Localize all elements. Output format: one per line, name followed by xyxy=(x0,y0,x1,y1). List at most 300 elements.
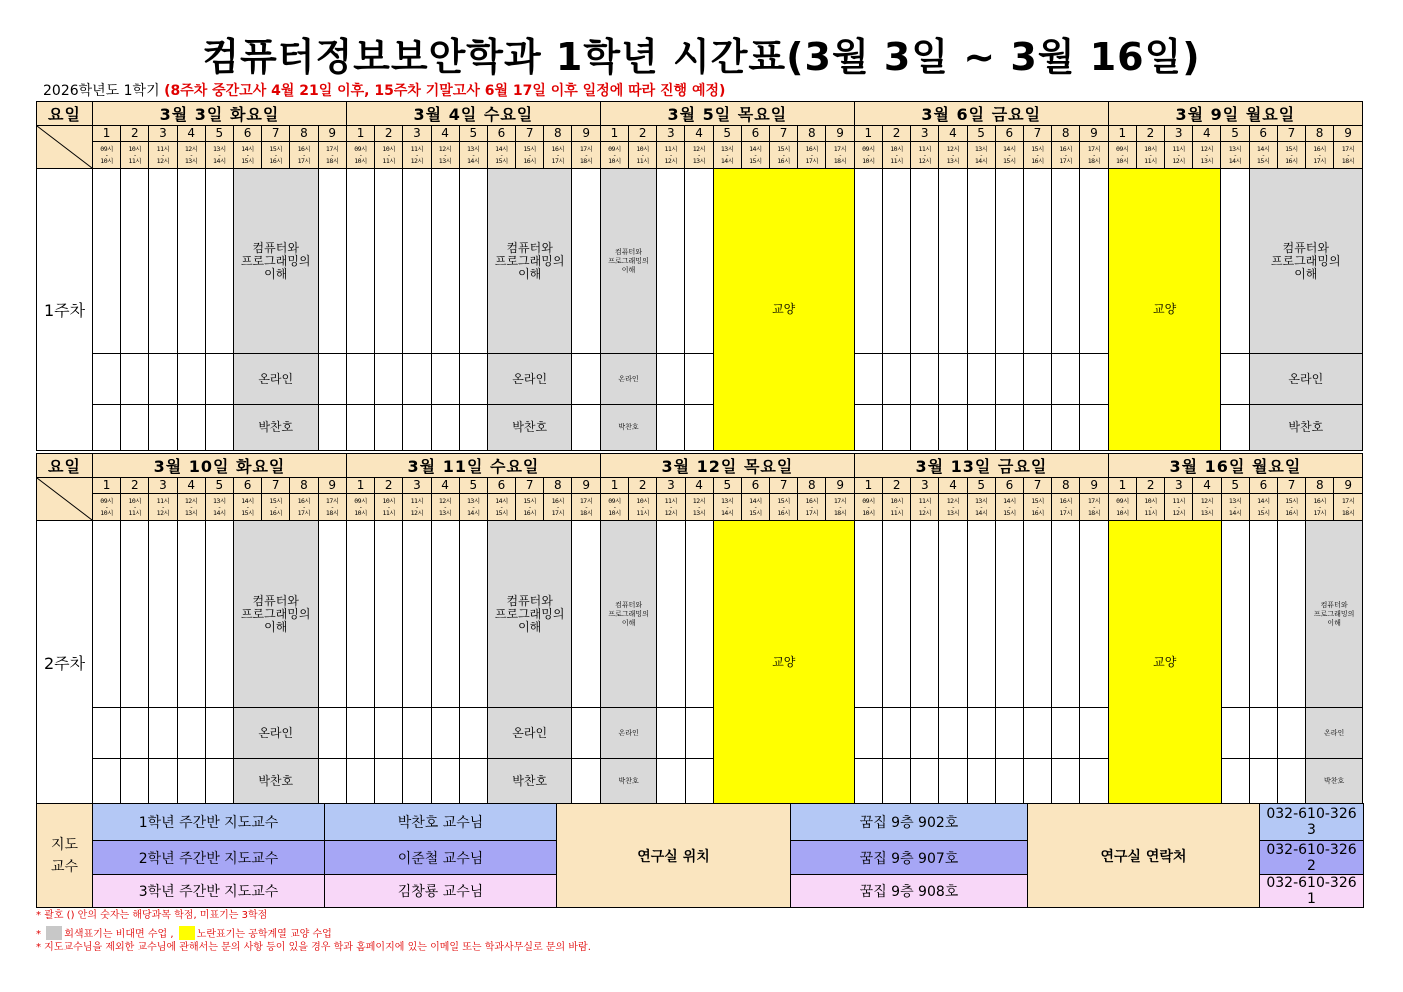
day-header: 3월 9일 월요일 xyxy=(1108,102,1362,126)
yellow-swatch-icon xyxy=(179,926,195,940)
empty-slot xyxy=(403,759,431,804)
advisor-grade-2: 2학년 주간반 지도교수 xyxy=(93,841,325,875)
empty-slot xyxy=(177,354,205,405)
time-dash: - xyxy=(923,503,927,511)
empty-slot xyxy=(121,708,149,759)
professor-cell: 박찬호 xyxy=(1306,759,1363,804)
period-number: 8 xyxy=(290,126,318,142)
time-dash: - xyxy=(1007,503,1012,511)
empty-slot xyxy=(346,405,374,451)
advisor-phone-1: 032-610-3263 xyxy=(1260,804,1364,841)
period-time xyxy=(1080,494,1108,521)
class-mode-cell: 온라인 xyxy=(487,708,572,759)
empty-slot xyxy=(967,708,995,759)
time-dash: - xyxy=(584,503,588,511)
empty-slot xyxy=(1023,405,1051,451)
yoil-label: 요일 xyxy=(37,454,93,478)
advisor-room-2: 꿈집 9층 907호 xyxy=(791,841,1028,875)
time-start: 11시 xyxy=(410,497,424,505)
period-time xyxy=(1334,142,1363,169)
time-start: 16시 xyxy=(551,145,565,153)
time-dash: - xyxy=(810,151,814,159)
time-end: 16시 xyxy=(523,157,536,165)
time-dash: - xyxy=(1007,151,1012,159)
period-number: 3 xyxy=(149,478,177,494)
time-end: 15시 xyxy=(495,509,508,517)
time-dash: - xyxy=(527,151,532,159)
professor-cell: 박찬호 xyxy=(1249,405,1362,451)
period-number: 6 xyxy=(233,126,261,142)
period-number: 7 xyxy=(516,478,544,494)
period-time xyxy=(572,494,600,521)
empty-slot xyxy=(967,405,995,451)
period-number: 8 xyxy=(798,478,826,494)
empty-slot xyxy=(854,708,882,759)
footnote-contact: * 지도교수님을 제외한 교수님에 관해서는 문의 사항 등이 있을 경우 학과 홈페이지에 있는 이메일 또는 학과사무실로 문의 바람. xyxy=(36,942,591,953)
period-number: 9 xyxy=(572,126,600,142)
empty-slot xyxy=(149,759,177,804)
time-start: 16시 xyxy=(1059,497,1073,505)
time-dash: - xyxy=(1092,151,1096,159)
time-dash: - xyxy=(838,151,842,159)
empty-slot xyxy=(177,169,205,354)
period-time xyxy=(262,142,290,169)
time-end: 11시 xyxy=(128,509,142,517)
time-end: 18시 xyxy=(1341,157,1355,165)
week-label: 2주차 xyxy=(37,521,93,804)
time-end: 10시 xyxy=(608,509,621,517)
empty-slot xyxy=(685,521,713,708)
timetable-week-1 xyxy=(36,101,1363,451)
time-dash: - xyxy=(1205,151,1209,159)
period-time xyxy=(516,494,544,521)
empty-slot xyxy=(883,521,911,708)
period-time xyxy=(1080,142,1108,169)
period-time xyxy=(1136,142,1164,169)
time-start: 11시 xyxy=(918,497,932,505)
empty-slot xyxy=(1249,759,1277,804)
period-number: 3 xyxy=(403,478,431,494)
period-number: 1 xyxy=(93,126,121,142)
room-contact-label: 연구실 연락처 xyxy=(1028,804,1260,908)
period-number: 2 xyxy=(629,478,657,494)
time-dash: - xyxy=(923,151,927,159)
empty-slot xyxy=(1052,354,1080,405)
empty-slot xyxy=(939,521,967,708)
liberal-class-block: 교양 xyxy=(1108,169,1221,451)
period-number: 5 xyxy=(205,126,233,142)
period-number: 3 xyxy=(657,478,685,494)
empty-slot xyxy=(431,354,459,405)
empty-slot xyxy=(685,354,713,405)
empty-slot xyxy=(93,708,121,759)
time-dash: - xyxy=(641,503,645,511)
empty-slot xyxy=(121,521,149,708)
period-number: 7 xyxy=(770,478,798,494)
time-start: 09시 xyxy=(1116,497,1129,505)
period-time xyxy=(459,494,487,521)
period-number: 6 xyxy=(233,478,261,494)
time-start: 10시 xyxy=(1144,497,1157,505)
period-time xyxy=(770,494,798,521)
time-dash: - xyxy=(499,503,504,511)
period-number: 7 xyxy=(769,126,797,142)
empty-slot xyxy=(1052,169,1080,354)
time-end: 14시 xyxy=(974,509,988,517)
period-number: 3 xyxy=(911,478,939,494)
time-end: 17시 xyxy=(1313,509,1327,517)
time-end: 18시 xyxy=(1087,509,1101,517)
empty-slot xyxy=(1249,708,1277,759)
period-number: 9 xyxy=(318,126,346,142)
time-start: 12시 xyxy=(692,145,706,153)
time-end: 13시 xyxy=(1200,509,1214,517)
time-start: 16시 xyxy=(297,497,311,505)
period-number: 8 xyxy=(1306,478,1334,494)
period-number: 1 xyxy=(93,478,121,494)
time-start: 09시 xyxy=(1115,145,1129,153)
empty-slot xyxy=(459,521,487,708)
time-dash: - xyxy=(1148,503,1153,511)
day-header: 3월 4일 수요일 xyxy=(346,102,600,126)
empty-slot xyxy=(459,405,487,451)
time-end: 11시 xyxy=(382,157,396,165)
time-start: 13시 xyxy=(720,145,734,153)
time-dash: - xyxy=(1261,503,1266,511)
empty-slot xyxy=(403,169,431,354)
period-number: 1 xyxy=(600,126,628,142)
empty-slot xyxy=(995,169,1023,354)
empty-slot xyxy=(1221,354,1249,405)
empty-slot xyxy=(882,169,910,354)
empty-slot xyxy=(572,354,600,405)
professor-cell: 박찬호 xyxy=(233,405,318,451)
empty-slot xyxy=(121,405,149,451)
empty-slot xyxy=(403,521,431,708)
time-dash: - xyxy=(979,503,983,511)
time-end: 14시 xyxy=(467,509,480,517)
empty-slot xyxy=(177,405,205,451)
time-start: 15시 xyxy=(269,497,283,505)
page-title: 컴퓨터정보보안학과 1학년 시간표(3월 3일 ~ 3월 16일) xyxy=(202,35,1201,79)
empty-slot xyxy=(205,169,233,354)
time-end: 13시 xyxy=(692,509,706,517)
time-end: 17시 xyxy=(551,157,565,165)
time-dash: - xyxy=(161,503,165,511)
class-mode-cell: 온라인 xyxy=(1249,354,1362,405)
time-start: 16시 xyxy=(551,497,565,505)
period-time xyxy=(883,494,911,521)
time-end: 15시 xyxy=(749,157,762,165)
advisor-grade-3: 3학년 주간반 지도교수 xyxy=(93,875,325,908)
empty-slot xyxy=(939,169,967,354)
empty-slot xyxy=(318,405,346,451)
time-dash: - xyxy=(302,503,306,511)
time-end: 13시 xyxy=(946,509,960,517)
period-time xyxy=(1306,494,1334,521)
time-dash: - xyxy=(443,503,447,511)
period-time xyxy=(1249,142,1277,169)
empty-slot xyxy=(431,708,459,759)
time-dash: - xyxy=(1064,503,1068,511)
empty-slot xyxy=(967,521,995,708)
empty-slot xyxy=(882,354,910,405)
time-start: 10시 xyxy=(382,497,396,505)
period-number: 4 xyxy=(939,126,967,142)
period-time xyxy=(177,494,205,521)
period-time xyxy=(1023,142,1051,169)
time-dash: - xyxy=(669,151,673,159)
time-end: 12시 xyxy=(664,157,678,165)
time-end: 12시 xyxy=(1172,157,1185,165)
time-dash: - xyxy=(1233,151,1237,159)
period-number: 4 xyxy=(685,478,713,494)
period-number: 4 xyxy=(177,126,205,142)
time-end: 11시 xyxy=(382,509,396,517)
professor-cell: 박찬호 xyxy=(600,405,656,451)
time-dash: - xyxy=(245,503,250,511)
empty-slot xyxy=(375,405,403,451)
period-time xyxy=(1024,494,1052,521)
empty-slot xyxy=(177,759,205,804)
time-dash: - xyxy=(1346,151,1350,159)
legend-gray-text: 회색표기는 비대면 수업 , xyxy=(64,929,174,940)
period-time xyxy=(713,494,741,521)
time-dash: - xyxy=(753,151,758,159)
time-start: 12시 xyxy=(1200,145,1214,153)
advisor-label xyxy=(37,804,93,908)
time-start: 15시 xyxy=(523,145,536,153)
empty-slot xyxy=(149,405,177,451)
period-number: 1 xyxy=(346,126,374,142)
empty-slot xyxy=(121,354,149,405)
empty-slot xyxy=(205,354,233,405)
empty-slot xyxy=(911,521,939,708)
time-end: 16시 xyxy=(777,509,790,517)
empty-slot xyxy=(177,708,205,759)
time-start: 10시 xyxy=(636,497,650,505)
period-time xyxy=(1193,494,1221,521)
time-start: 12시 xyxy=(946,145,960,153)
class-mode-cell: 온라인 xyxy=(487,354,572,405)
period-number: 5 xyxy=(459,126,487,142)
time-end: 15시 xyxy=(1256,157,1270,165)
time-end: 16시 xyxy=(269,157,283,165)
liberal-class-block: 교양 xyxy=(713,521,854,804)
empty-slot xyxy=(685,759,713,804)
period-time xyxy=(882,142,910,169)
period-time xyxy=(487,494,515,521)
empty-slot xyxy=(205,759,233,804)
empty-slot xyxy=(346,759,374,804)
empty-slot xyxy=(1080,708,1108,759)
time-end: 10시 xyxy=(862,157,875,165)
period-time xyxy=(459,142,487,169)
time-start: 12시 xyxy=(438,145,452,153)
empty-slot xyxy=(967,354,995,405)
period-time xyxy=(826,494,854,521)
period-time xyxy=(713,142,741,169)
period-time xyxy=(854,142,882,169)
time-start: 13시 xyxy=(213,497,226,505)
empty-slot xyxy=(149,708,177,759)
empty-slot xyxy=(572,169,600,354)
advisor-room-3: 꿈집 9층 908호 xyxy=(791,875,1028,908)
time-start: 10시 xyxy=(128,497,142,505)
time-dash: - xyxy=(387,151,391,159)
empty-slot xyxy=(431,521,459,708)
time-start: 14시 xyxy=(749,145,762,153)
time-end: 11시 xyxy=(890,157,903,165)
time-start: 09시 xyxy=(608,145,621,153)
empty-slot xyxy=(685,169,713,354)
week-label: 1주차 xyxy=(37,169,93,451)
time-start: 17시 xyxy=(325,145,339,153)
period-number: 1 xyxy=(854,126,882,142)
time-dash: - xyxy=(753,503,758,511)
professor-cell: 박찬호 xyxy=(233,759,318,804)
time-start: 14시 xyxy=(1003,145,1016,153)
time-end: 14시 xyxy=(466,157,480,165)
empty-slot xyxy=(967,759,995,804)
empty-slot xyxy=(854,354,882,405)
time-dash: - xyxy=(1092,503,1096,511)
time-dash: - xyxy=(104,503,109,511)
time-end: 15시 xyxy=(241,509,254,517)
time-dash: - xyxy=(979,151,983,159)
time-end: 18시 xyxy=(325,509,339,517)
time-start: 09시 xyxy=(608,497,621,505)
time-start: 14시 xyxy=(1256,145,1270,153)
empty-slot xyxy=(572,759,600,804)
empty-slot xyxy=(911,708,939,759)
time-end: 16시 xyxy=(523,509,536,517)
empty-slot xyxy=(403,405,431,451)
period-number: 3 xyxy=(403,126,431,142)
time-end: 16시 xyxy=(269,509,283,517)
advisor-name-1: 박찬호 교수님 xyxy=(325,804,557,841)
time-end: 17시 xyxy=(1059,157,1072,165)
time-dash: - xyxy=(1148,151,1153,159)
empty-slot xyxy=(403,708,431,759)
advisor-phone-2: 032-610-3262 xyxy=(1260,841,1364,875)
period-number: 9 xyxy=(826,478,854,494)
time-end: 10시 xyxy=(100,157,113,165)
empty-slot xyxy=(882,405,910,451)
professor-cell: 박찬호 xyxy=(487,759,572,804)
period-number: 9 xyxy=(572,478,600,494)
empty-slot xyxy=(995,354,1023,405)
time-dash: - xyxy=(245,151,250,159)
period-time xyxy=(177,142,205,169)
course-name-cell: 컴퓨터와 프로그래밍의 이해 xyxy=(600,169,656,354)
time-dash: - xyxy=(358,151,363,159)
empty-slot xyxy=(995,405,1023,451)
class-mode-cell: 온라인 xyxy=(600,354,656,405)
time-dash: - xyxy=(358,503,363,511)
footnote-credits: * 괄호 () 안의 숫자는 해당과목 학점, 미표기는 3학점 xyxy=(36,910,268,921)
period-number: 7 xyxy=(1024,478,1052,494)
period-time xyxy=(346,142,374,169)
time-end: 10시 xyxy=(862,509,875,517)
empty-slot xyxy=(995,521,1023,708)
period-time xyxy=(1165,142,1193,169)
period-number: 4 xyxy=(431,478,459,494)
period-time xyxy=(431,142,459,169)
period-time xyxy=(346,494,374,521)
period-time xyxy=(121,494,149,521)
time-dash: - xyxy=(1233,503,1237,511)
empty-slot xyxy=(657,708,685,759)
empty-slot xyxy=(967,169,995,354)
empty-slot xyxy=(1023,354,1051,405)
period-number: 4 xyxy=(1193,126,1221,142)
time-end: 16시 xyxy=(1031,509,1044,517)
time-start: 17시 xyxy=(1087,145,1101,153)
period-number: 7 xyxy=(1277,126,1305,142)
time-start: 16시 xyxy=(297,145,311,153)
empty-slot xyxy=(403,354,431,405)
period-time xyxy=(854,494,882,521)
time-start: 14시 xyxy=(495,497,508,505)
empty-slot xyxy=(459,708,487,759)
time-end: 18시 xyxy=(325,157,339,165)
empty-slot xyxy=(346,169,374,354)
day-header: 3월 13일 금요일 xyxy=(854,454,1108,478)
time-end: 12시 xyxy=(156,509,170,517)
time-end: 10시 xyxy=(354,157,367,165)
period-time xyxy=(798,142,826,169)
period-number: 8 xyxy=(1306,126,1334,142)
empty-slot xyxy=(205,405,233,451)
period-number: 3 xyxy=(911,126,939,142)
course-name-cell: 컴퓨터와 프로그래밍의 이해 xyxy=(1249,169,1362,354)
time-start: 15시 xyxy=(777,497,790,505)
time-end: 16시 xyxy=(777,157,790,165)
time-dash: - xyxy=(697,503,701,511)
empty-slot xyxy=(93,169,121,354)
time-end: 11시 xyxy=(636,509,650,517)
time-end: 15시 xyxy=(749,509,762,517)
footnote-legend xyxy=(36,926,591,941)
period-number: 9 xyxy=(318,478,346,494)
time-end: 17시 xyxy=(805,157,819,165)
time-start: 13시 xyxy=(720,497,734,505)
period-number: 1 xyxy=(1108,478,1136,494)
empty-slot xyxy=(318,354,346,405)
period-number: 4 xyxy=(1193,478,1221,494)
empty-slot xyxy=(911,169,939,354)
time-start: 14시 xyxy=(1003,497,1016,505)
time-start: 13시 xyxy=(1228,497,1242,505)
advisor-phone-3: 032-610-3261 xyxy=(1260,875,1364,908)
period-time xyxy=(233,142,261,169)
period-time xyxy=(1334,494,1363,521)
time-start: 12시 xyxy=(184,497,198,505)
period-number: 4 xyxy=(685,126,713,142)
time-end: 18시 xyxy=(833,157,847,165)
empty-slot xyxy=(346,521,374,708)
course-name-cell: 컴퓨터와 프로그래밍의 이해 xyxy=(1306,521,1363,708)
time-end: 12시 xyxy=(410,509,424,517)
time-start: 16시 xyxy=(805,497,819,505)
corner-diagonal xyxy=(37,126,93,169)
period-time xyxy=(1277,142,1305,169)
period-time xyxy=(1249,494,1277,521)
semester-line xyxy=(43,82,725,100)
time-dash: - xyxy=(217,151,222,159)
empty-slot xyxy=(657,521,685,708)
